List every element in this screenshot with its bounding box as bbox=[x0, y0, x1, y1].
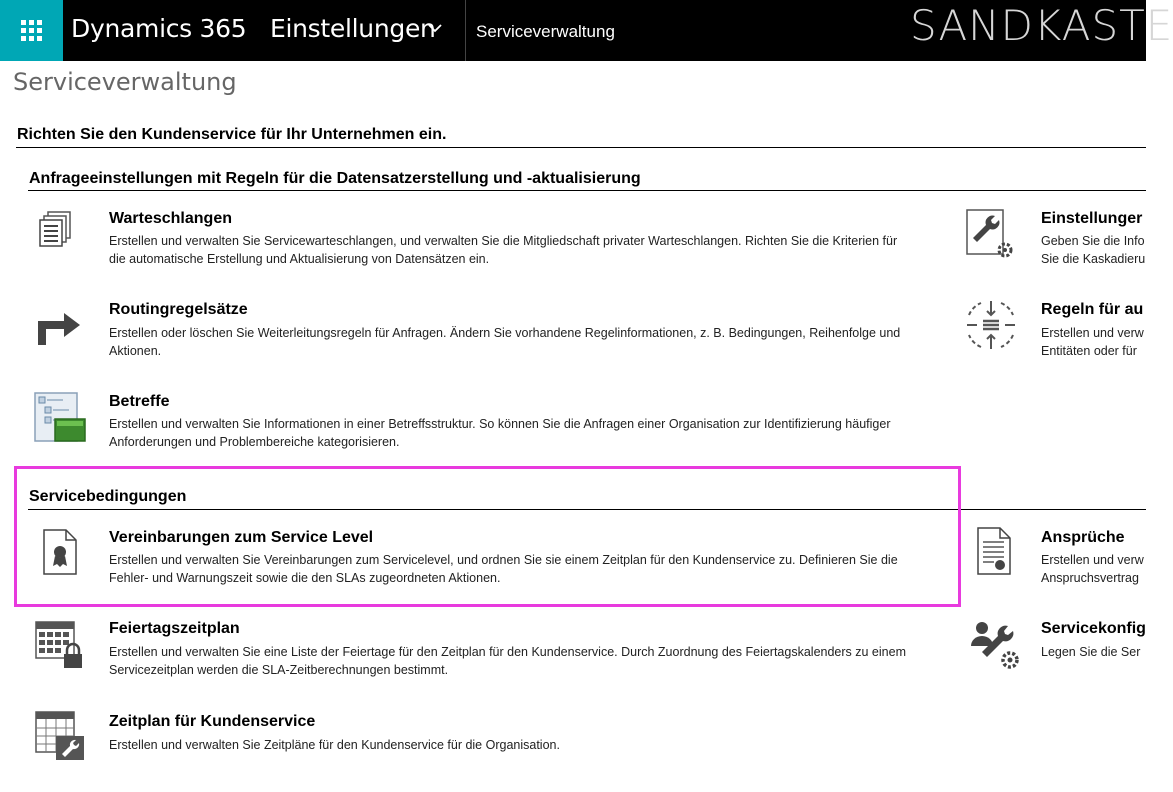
environment-label: SANDKASTE bbox=[910, 1, 1173, 50]
item-title[interactable]: Ansprüche bbox=[1041, 529, 1125, 546]
item-description: Erstellen und verwalten Sie Informationen in einer Betreffsstruktur. So können Sie die Anfragen einer Organisation zur Identifizierung häufiger Anforderungen und Problembereiche kategorisieren. bbox=[109, 417, 891, 449]
item-title[interactable]: Regeln für au bbox=[1041, 301, 1144, 318]
breadcrumb[interactable]: Serviceverwaltung bbox=[476, 22, 615, 41]
area-selector[interactable]: Einstellungen bbox=[270, 14, 436, 43]
item-title[interactable]: Einstellunger bbox=[1041, 210, 1143, 227]
highlight-box bbox=[14, 466, 961, 607]
intro-rule bbox=[16, 147, 1146, 148]
item-description: Erstellen und verwalten Sie Servicewarteschlangen, und verwalten Sie die Mitgliedschaft privater Warteschlangen. Richten Sie die Kriterien für die automatische Erstellung und Aktualisierung von Datensätzen ein. bbox=[109, 234, 898, 266]
item-title[interactable]: Betreffe bbox=[109, 393, 170, 410]
item-title[interactable]: Vereinbarungen zum Service Level bbox=[109, 529, 374, 546]
calendar-wrench-icon bbox=[34, 710, 86, 762]
item-title[interactable]: Servicekonfig bbox=[1041, 620, 1146, 637]
item-description: Erstellen und verw bbox=[1041, 326, 1144, 340]
wrench-gear-icon bbox=[965, 208, 1015, 260]
chevron-down-icon[interactable] bbox=[427, 22, 443, 34]
item-description: Erstellen oder löschen Sie Weiterleitungsregeln für Anfragen. Ändern Sie vorhandene Regelinformationen, z. B. Bedingungen, Reihenfolge und Aktionen. bbox=[109, 326, 901, 358]
item-title[interactable]: Zeitplan für Kundenservice bbox=[109, 713, 316, 730]
calendar-lock-icon bbox=[34, 620, 86, 670]
item-title[interactable]: Feiertagszeitplan bbox=[109, 620, 240, 637]
item-description: Anspruchsvertrag bbox=[1041, 571, 1139, 585]
page-title: Serviceverwaltung bbox=[13, 68, 237, 96]
app-launcher-button[interactable] bbox=[0, 0, 63, 61]
section-rule-requests bbox=[28, 190, 1146, 191]
convert-rules-icon bbox=[963, 297, 1019, 353]
item-title[interactable]: Routingregelsätze bbox=[109, 301, 248, 318]
brand-title[interactable]: Dynamics 365 bbox=[71, 14, 247, 43]
section-heading-requests: Anfrageeinstellungen mit Regeln für die Datensatzerstellung und -aktualisierung bbox=[29, 170, 641, 187]
entitlement-document-icon bbox=[976, 526, 1012, 576]
intro-heading: Richten Sie den Kundenservice für Ihr Unternehmen ein. bbox=[17, 126, 447, 143]
item-description: Entitäten oder für bbox=[1041, 344, 1137, 358]
queue-icon bbox=[38, 210, 78, 250]
item-description: Erstellen und verwalten Sie Zeitpläne für den Kundenservice für die Organisation. bbox=[109, 738, 560, 752]
item-description: Erstellen und verw bbox=[1041, 553, 1144, 567]
nav-divider bbox=[465, 0, 466, 61]
waffle-icon bbox=[21, 20, 42, 41]
item-title[interactable]: Warteschlangen bbox=[109, 210, 232, 227]
item-description: Geben Sie die Info bbox=[1041, 234, 1145, 248]
item-description: Sie die Kaskadieru bbox=[1041, 252, 1146, 266]
item-description: Legen Sie die Ser bbox=[1041, 645, 1141, 659]
subject-tree-icon bbox=[33, 389, 91, 447]
top-navigation-bar bbox=[0, 0, 1173, 61]
section-heading-service-terms: Servicebedingungen bbox=[29, 488, 187, 505]
item-description: Erstellen und verwalten Sie Vereinbarungen zum Servicelevel, und ordnen Sie sie einem Zeitplan für den Kundenservice zu. Definieren Sie die Fehler- und Warnungszeit sowie die den SLAs zugeordneten Aktionen. bbox=[109, 553, 898, 585]
user-wrench-gear-icon bbox=[968, 618, 1022, 672]
routing-arrow-icon bbox=[34, 305, 84, 347]
item-description: Erstellen und verwalten Sie eine Liste der Feiertage für den Zeitplan für den Kundenservice. Durch Zuordnung des Feiertagskalenders zu einem Servicezeitplan werden die SLA-Zeitberechnungen bestimmt. bbox=[109, 645, 906, 677]
